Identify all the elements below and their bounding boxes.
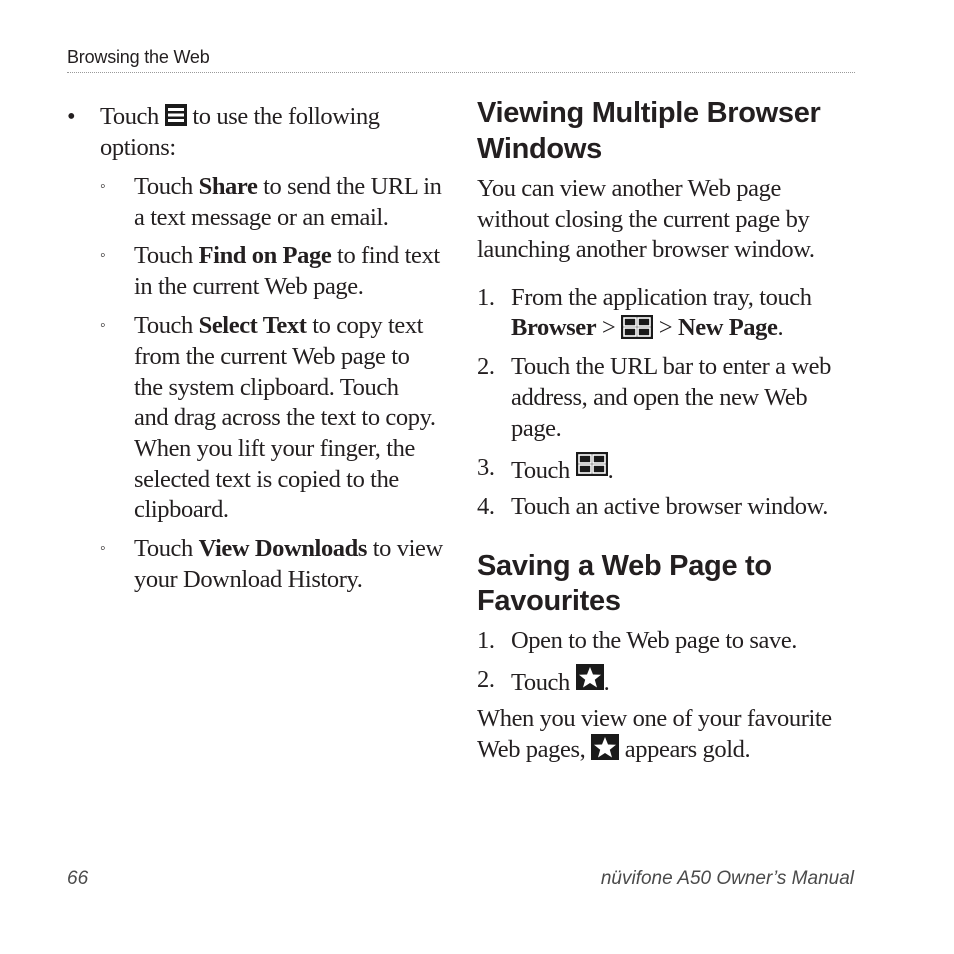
paragraph: Web pages, appears gold. (477, 736, 751, 763)
step-number: 1. (477, 284, 495, 311)
sub-bullet: ◦ (100, 317, 106, 334)
sub-bullet: ◦ (100, 247, 106, 264)
page-number: 66 (67, 868, 89, 889)
step-text: Browser > > New Page. (511, 314, 784, 341)
option-share: Touch Share to send the URL in (134, 173, 442, 200)
step-text: Touch . (511, 452, 613, 486)
step-text: Touch . (511, 664, 609, 698)
sub-bullet: ◦ (100, 178, 106, 195)
option-view-downloads: Touch View Downloads to view (134, 535, 443, 562)
option-find-on-page: Touch Find on Page to find text (134, 242, 440, 269)
header-rule (67, 72, 855, 73)
menu-option-intro: Touch to use the following (100, 103, 380, 130)
step-number: 3. (477, 454, 495, 481)
running-header: Browsing the Web (67, 47, 210, 67)
step-number: 1. (477, 627, 495, 654)
windows-icon (576, 452, 608, 476)
star-icon (576, 664, 604, 690)
step-number: 2. (477, 353, 495, 380)
windows-icon (621, 315, 653, 339)
heading-saving-favourites: Saving a Web Page to (477, 550, 772, 582)
bullet: • (67, 103, 76, 130)
option-select-text: Touch Select Text to copy text (134, 312, 424, 339)
manual-title: nüvifone A50 Owner’s Manual (600, 868, 854, 889)
step-number: 4. (477, 493, 495, 520)
heading-viewing-multiple: Viewing Multiple Browser (477, 97, 821, 129)
paragraph: When you view one of your favourite (477, 705, 832, 732)
step-number: 2. (477, 666, 495, 693)
paragraph: You can view another Web page (477, 175, 781, 202)
step-text: From the application tray, touch (511, 284, 812, 311)
menu-icon (165, 104, 187, 126)
sub-bullet: ◦ (100, 540, 106, 557)
star-icon (591, 734, 619, 760)
